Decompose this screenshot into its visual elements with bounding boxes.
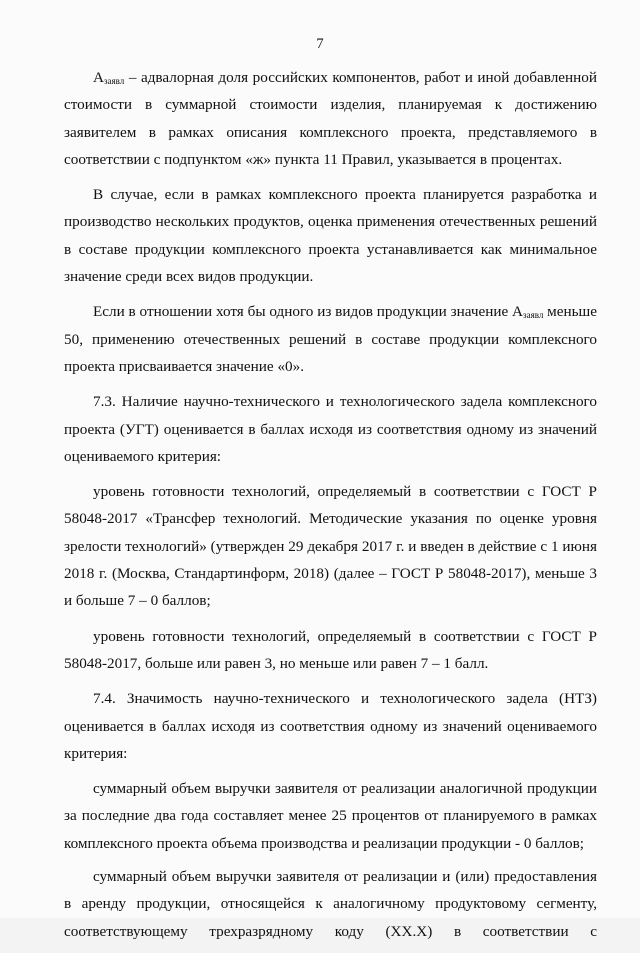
paragraph-revenue-under-25: суммарный объем выручки заявителя от реализации аналогичной продукции за последние два года составляет менее 25 процентов от планируемого в рамках комплексного проекта объема производства и реализации продукции - 0 баллов; [64,780,597,852]
paragraph-text-before: Если в отношении хотя бы одного из видов продукции значение A [93,303,524,321]
paragraph-min-value-rule [64,298,597,380]
symbol-subscript: заявл [103,76,125,86]
paragraph-text-after: меньше 50, применению отечественных решений в составе продукции комплексного проекта присваивается значение «0». [64,303,597,375]
paragraph-revenue-segment: суммарный объем выручки заявителя от реализации и (или) предоставления в аренду продукции, относящейся к аналогичному продуктовому сегменту, соответствующему трехразрядному коду (XX.X) в соответствии с [64,868,597,940]
paragraph-adval-definition [64,64,597,173]
paragraph-7-3: 7.3. Наличие научно-технического и технологического задела комплексного проекта (УГТ) оценивается в баллах исходя из соответствия одному из значений оцениваемого критерия: [64,393,597,465]
symbol-a: A [93,69,104,86]
paragraph-trl-3-to-7: уровень готовности технологий, определяемый в соответствии с ГОСТ Р 58048-2017, больше или равен 3, но меньше или равен 7 – 1 балл. [64,627,597,672]
page-number: 7 [316,36,324,52]
symbol-subscript: заявл [523,310,544,321]
paragraph-multiple-products: В случае, если в рамках комплексного проекта планируется разработка и производство нескольких продуктов, оценка применения отечественных решений в составе продукции комплексного проекта устанавливается как минимальное значение среди всех видов продукции. [64,186,597,286]
paragraph-trl-below-3: уровень готовности технологий, определяемый в соответствии с ГОСТ Р 58048-2017 «Трансфер технологий. Методические указания по оценке уровня зрелости технологий» (утвержден 29 декабря 2017 г. и введен в действие с 1 июня 2018 г. (Москва, Стандартинформ, 2018) (далее – ГОСТ Р 58048-2017), меньше 3 и больше 7 – 0 баллов; [64,483,597,610]
document-body [64,64,597,953]
paragraph-7-4: 7.4. Значимость научно-технического и технологического задела (НТЗ) оценивается в баллах исходя из соответствия одному из значений оцениваемого критерия: [64,690,597,762]
paragraph-text: – адвалорная доля российских компонентов, работ и иной добавленной стоимости в суммарной стоимости изделия, планируемая к достижению заявителем в рамках описания комплексного проекта, представляемого в соответствии с подпунктом «ж» пункта 11 Правил, указывается в процентах. [64,69,597,168]
